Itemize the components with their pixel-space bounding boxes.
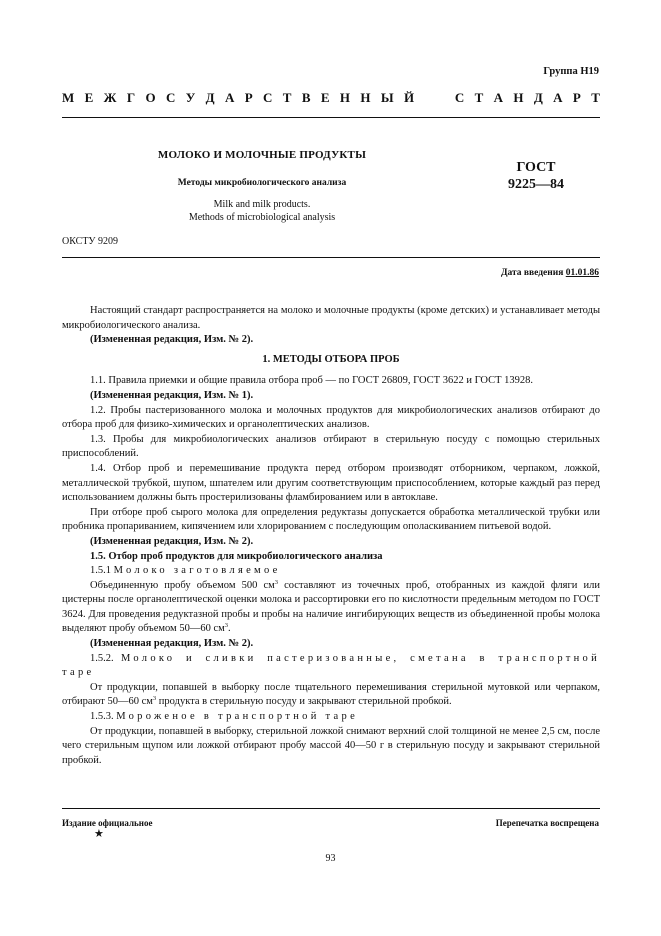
- clause-1-4: 1.4. Отбор проб и перемешивание продукта перед отбором производят отборником, черпаком, ложкой, металлической трубкой, шупом, шпателем или другим соответствующим приспособлением, которые каждый раз перед использованием должны быть простерилизованы фламбированием или в автоклаве.: [62, 462, 600, 504]
- banner-letter: Ж: [103, 90, 117, 105]
- banner-letter: Е: [84, 90, 94, 105]
- clause-1-5-1-text: [62, 579, 600, 637]
- banner-letter: В: [301, 90, 311, 105]
- banner-letter: Р: [572, 90, 581, 105]
- clause-number: 1.5.3.: [90, 711, 114, 723]
- clause-text: составляют из точечных проб, отобранных из каждой фляги или цистерны после органолептической оценки молока и рассортировки его по кислотности предельным методом по ГОСТ 3624. Для проведения редуктазной пробы и пробы на наличие ингибирующих веществ из объединенной пробы молока выделяют пробу объемом 50—60 см: [62, 579, 600, 635]
- reprint-prohibited-note: Перепечатка воспрещена: [495, 818, 599, 828]
- banner-letter: У: [185, 90, 196, 105]
- banner-letter: Р: [244, 90, 253, 105]
- document-title: МОЛОКО И МОЛОЧНЫЕ ПРОДУКТЫ: [157, 149, 367, 161]
- banner-letter: Т: [282, 90, 292, 105]
- official-edition-note: Издание официальное: [62, 818, 153, 828]
- banner-letter: Н: [339, 90, 351, 105]
- interstate-standard-banner: [62, 90, 600, 106]
- bottom-rule: [62, 808, 600, 809]
- banner-letter: О: [145, 90, 156, 105]
- clause-title: Молоко и сливки пастеризованные, сметана в транспортной таре: [62, 652, 601, 679]
- clause-text: От продукции, попавшей в выборку после тщательного перемешивания стерильной мутовкой или черпаком, отбирают 50—60 см: [62, 681, 600, 708]
- clause-1-5-3-text: От продукции, попавшей в выборку, стерильной ложкой снимают верхний слой толщиной не менее 2,5 см, после чего стерильным щупом или ложкой отбирают пробу массой 40—50 г в стерильную посуду и закрывают стерильной пробкой.: [62, 725, 600, 766]
- clause-1-4-continued: При отборе проб сырого молока для определения редуктазы допускается обработка металлической трубки или пробника пропариванием, кипячением или хлорированием с последующим ополаскиванием питьевой водой.: [62, 506, 600, 533]
- english-title-line-2: Methods of microbiological analysis: [188, 211, 336, 223]
- superscript: 3: [152, 695, 157, 703]
- banner-letter: С: [454, 90, 465, 105]
- okstu-code: ОКСТУ 9209: [62, 236, 119, 247]
- edition-note: (Измененная редакция, Изм. № 2).: [90, 638, 254, 650]
- gost-designation: [492, 160, 580, 193]
- clause-1-3: 1.3. Пробы для микробиологических анализов отбирают в стерильную посуду с помощью стерильных приспособлений.: [62, 433, 600, 460]
- gost-label: ГОСТ: [516, 160, 556, 175]
- banner-letter: Д: [533, 90, 543, 105]
- page-number: 93: [325, 853, 336, 864]
- edition-note: (Измененная редакция, Изм. № 2).: [90, 535, 254, 547]
- banner-letter: С: [166, 90, 176, 105]
- clause-1-5-3-heading: [62, 710, 600, 725]
- clause-text: продукта в стерильную посуду и закрывают стерильной пробкой.: [156, 696, 452, 708]
- middle-rule: [62, 257, 600, 258]
- clause-1-5-2-text: [62, 681, 600, 710]
- top-rule: [62, 117, 600, 118]
- clause-text: .: [228, 623, 231, 635]
- clause-1-5-1-heading: [62, 564, 600, 579]
- clause-text: Объединенную пробу объемом 500 см: [90, 579, 275, 591]
- superscript: 3: [274, 578, 278, 586]
- english-title: [62, 199, 462, 224]
- body-text: [62, 304, 600, 768]
- edition-note: (Измененная редакция, Изм. № 1).: [90, 389, 254, 401]
- banner-letter: Н: [513, 90, 524, 105]
- date-value: 01.01.86: [565, 268, 599, 278]
- banner-letter: Й: [403, 90, 415, 105]
- banner-letter: А: [553, 90, 563, 105]
- superscript: 3: [224, 622, 229, 630]
- section-heading: 1. МЕТОДЫ ОТБОРА ПРОБ: [262, 353, 400, 365]
- document-subtitle: Методы микробиологического анализа: [177, 178, 347, 188]
- banner-letter: Д: [205, 90, 215, 105]
- banner-letter: Н: [360, 90, 371, 105]
- edition-note: (Измененная редакция, Изм. № 2).: [90, 334, 254, 346]
- banner-letter: А: [493, 90, 503, 105]
- gost-number: 9225—84: [508, 176, 564, 192]
- date-label: Дата введения: [500, 268, 564, 278]
- clause-title: Мороженое в транспортной таре: [116, 711, 359, 723]
- clause-title: Молоко заготовляемое: [113, 565, 281, 577]
- banner-letter: Е: [320, 90, 330, 105]
- clause-number: 1.5.2.: [90, 652, 114, 664]
- clause-1-5-heading: 1.5. Отбор проб продуктов для микробиологического анализа: [90, 550, 383, 562]
- star-icon: ★: [94, 828, 104, 840]
- clause-1-2: 1.2. Пробы пастеризованного молока и молочных продуктов для микробиологических анализов отбирают до отбора проб для физико-химических и органолептических анализов.: [62, 404, 600, 431]
- clause-number: 1.5.1: [90, 565, 111, 577]
- banner-letter: Г: [126, 90, 136, 105]
- banner-letter: Т: [474, 90, 484, 105]
- introduction-date: [501, 268, 599, 278]
- banner-letter: С: [263, 90, 273, 105]
- banner-letter: Т: [591, 90, 600, 105]
- banner-letter: Ы: [380, 90, 394, 105]
- english-title-line-1: Milk and milk products.: [213, 199, 311, 210]
- clause-1-1: 1.1. Правила приемки и общие правила отбора проб — по ГОСТ 26809, ГОСТ 3622 и ГОСТ 13928.: [90, 375, 534, 387]
- group-code: Группа Н19: [543, 66, 599, 77]
- banner-letter: М: [62, 90, 75, 105]
- banner-word-gap: [424, 90, 444, 106]
- clause-1-5-2-heading: [62, 652, 600, 681]
- banner-letter: А: [224, 90, 235, 105]
- intro-paragraph: Настоящий стандарт распространяется на молоко и молочные продукты (кроме детских) и устанавливает методы микробиологического анализа.: [62, 305, 600, 331]
